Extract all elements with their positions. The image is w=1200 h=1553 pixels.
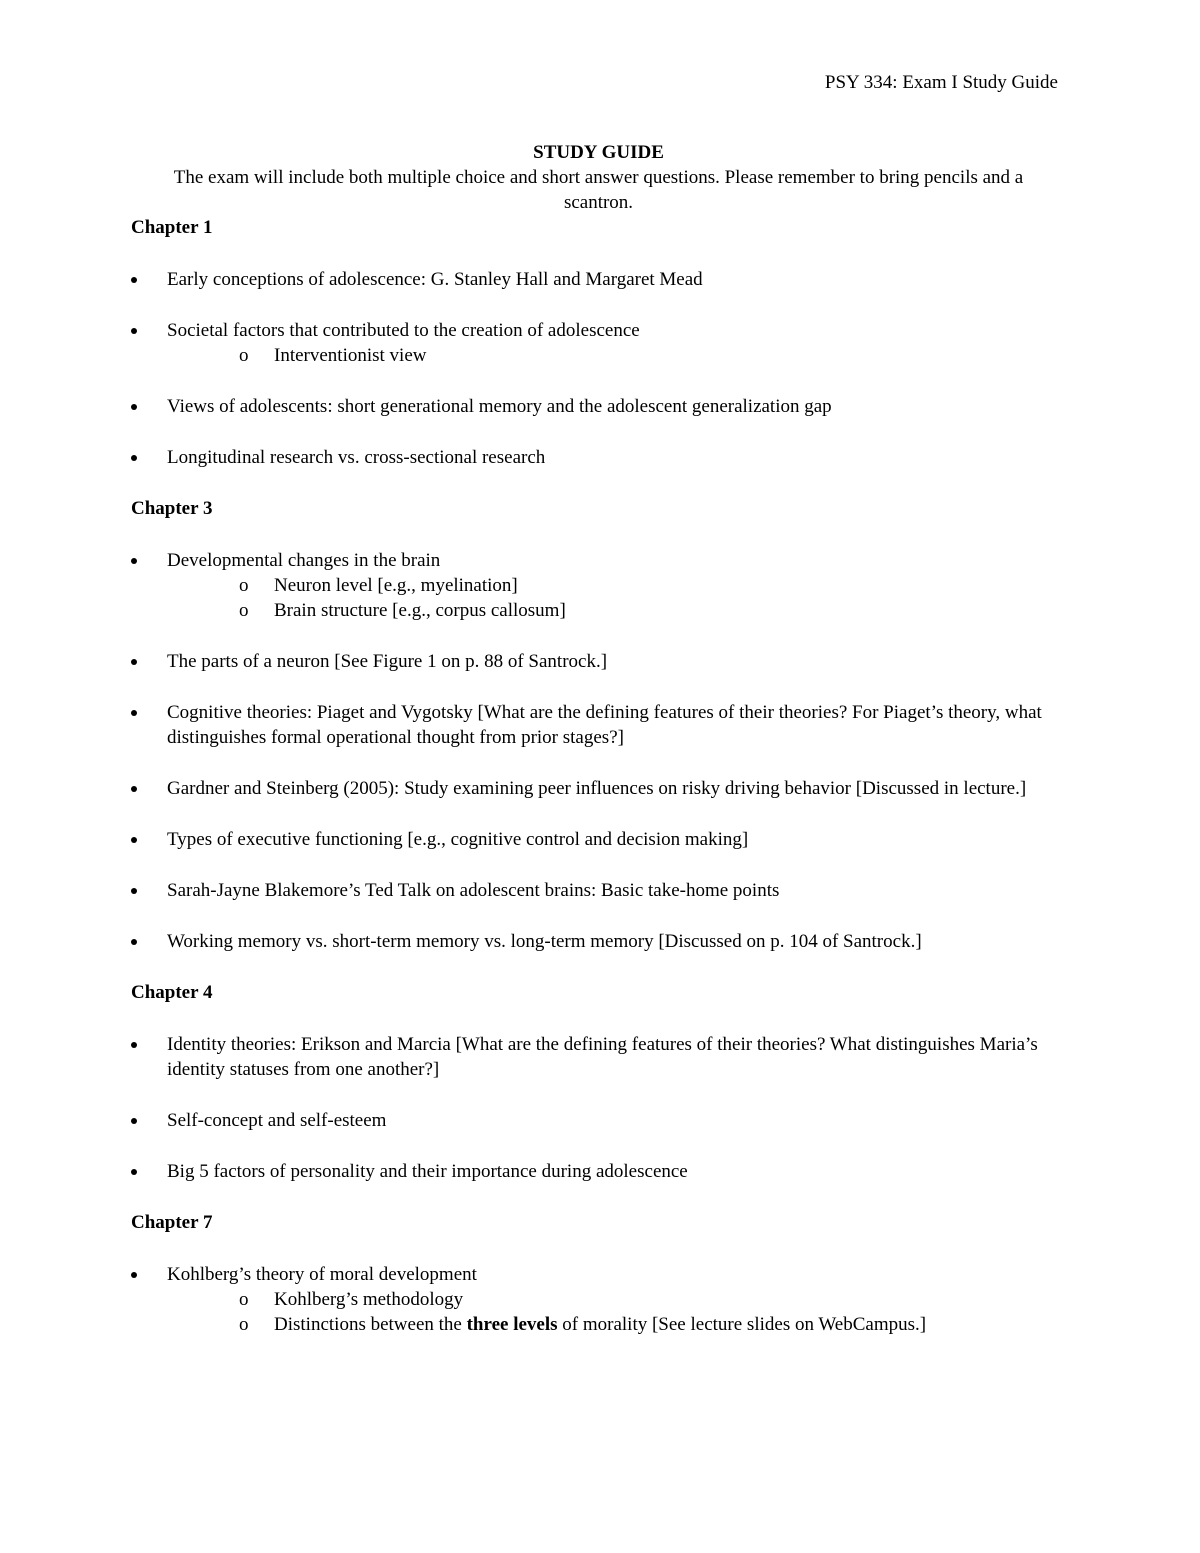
bullet-icon xyxy=(131,1272,137,1278)
list-item-text: Societal factors that contributed to the creation of adolescence xyxy=(167,320,640,341)
bullet-icon xyxy=(131,710,137,716)
list-item-text: Types of executive functioning [e.g., cognitive control and decision making] xyxy=(167,829,749,850)
bullet-icon xyxy=(131,1118,137,1124)
chapter-section xyxy=(131,1210,1066,1337)
list-item-text: The parts of a neuron [See Figure 1 on p. 88 of Santrock.] xyxy=(167,651,608,672)
hollow-bullet-icon: o xyxy=(239,345,249,366)
list-item-text: Identity theories: Erikson and Marcia [What are the defining features of their theories? What distinguishes Maria’s identity statuses from one another?] xyxy=(167,1034,1038,1080)
list-item-text: Working memory vs. short-term memory vs. long-term memory [Discussed on p. 104 of Santrock.] xyxy=(167,931,922,952)
hollow-bullet-icon: o xyxy=(239,1289,249,1310)
list-item-text: Self-concept and self-esteem xyxy=(167,1110,387,1131)
sub-list-item xyxy=(167,1312,1066,1337)
hollow-bullet-icon: o xyxy=(239,1314,249,1335)
list-item xyxy=(131,318,1066,368)
bullet-icon xyxy=(131,455,137,461)
bullet-icon xyxy=(131,558,137,564)
chapter-title: Chapter 3 xyxy=(131,498,213,519)
chapter-section xyxy=(131,215,1066,470)
chapter-title: Chapter 1 xyxy=(131,217,213,238)
list-item xyxy=(131,548,1066,623)
list-item xyxy=(131,445,1066,470)
sub-list-item-text: Neuron level [e.g., myelination] xyxy=(274,575,518,596)
bullet-icon xyxy=(131,939,137,945)
topic-list xyxy=(131,548,1066,954)
sub-list-item xyxy=(167,598,1066,623)
chapter-title: Chapter 7 xyxy=(131,1212,213,1233)
sub-topic-list xyxy=(167,573,1066,623)
chapter-title: Chapter 4 xyxy=(131,982,213,1003)
topic-list xyxy=(131,1262,1066,1337)
list-item-text: Kohlberg’s theory of moral development xyxy=(167,1264,477,1285)
chapters-container xyxy=(131,215,1066,1337)
chapter-section xyxy=(131,980,1066,1184)
list-item xyxy=(131,1262,1066,1337)
list-item-text: Developmental changes in the brain xyxy=(167,550,441,571)
list-item-text: Longitudinal research vs. cross-sectional research xyxy=(167,447,546,468)
document-title: STUDY GUIDE xyxy=(533,142,664,163)
sub-topic-list xyxy=(167,1287,1066,1337)
bullet-icon xyxy=(131,277,137,283)
sub-topic-list xyxy=(167,343,1066,368)
document-content xyxy=(131,140,1066,1363)
topic-list xyxy=(131,267,1066,470)
hollow-bullet-icon: o xyxy=(239,600,249,621)
bullet-icon xyxy=(131,837,137,843)
list-item-text: Views of adolescents: short generational memory and the adolescent generalization gap xyxy=(167,396,832,417)
running-header: PSY 334: Exam I Study Guide xyxy=(824,72,1058,93)
list-item xyxy=(131,1108,1066,1133)
list-item-text: Sarah-Jayne Blakemore’s Ted Talk on adolescent brains: Basic take-home points xyxy=(167,880,780,901)
chapter-section xyxy=(131,496,1066,954)
bullet-icon xyxy=(131,1042,137,1048)
bullet-icon xyxy=(131,888,137,894)
list-item xyxy=(131,1159,1066,1184)
document-intro: The exam will include both multiple choice and short answer questions. Please remember to bring pencils and a scantron. xyxy=(173,167,1024,213)
bullet-icon xyxy=(131,659,137,665)
list-item xyxy=(131,267,1066,292)
list-item xyxy=(131,878,1066,903)
bullet-icon xyxy=(131,328,137,334)
list-item xyxy=(131,1032,1066,1082)
bullet-icon xyxy=(131,786,137,792)
bullet-icon xyxy=(131,404,137,410)
list-item-text: Gardner and Steinberg (2005): Study examining peer influences on risky driving behavior [Discussed in lecture.] xyxy=(167,778,1027,799)
list-item xyxy=(131,929,1066,954)
sub-list-item xyxy=(167,1287,1066,1312)
list-item xyxy=(131,827,1066,852)
sub-list-item-text: Distinctions between the three levels of morality [See lecture slides on WebCampus.] xyxy=(274,1314,927,1335)
list-item-text: Early conceptions of adolescence: G. Stanley Hall and Margaret Mead xyxy=(167,269,703,290)
bullet-icon xyxy=(131,1169,137,1175)
hollow-bullet-icon: o xyxy=(239,575,249,596)
sub-list-item xyxy=(167,343,1066,368)
sub-list-item xyxy=(167,573,1066,598)
sub-list-item-text: Kohlberg’s methodology xyxy=(274,1289,464,1310)
list-item xyxy=(131,700,1066,750)
topic-list xyxy=(131,1032,1066,1184)
list-item-text: Cognitive theories: Piaget and Vygotsky [What are the defining features of their theories? For Piaget’s theory, what distinguishes formal operational thought from prior stages?] xyxy=(167,702,1042,748)
list-item xyxy=(131,649,1066,674)
sub-list-item-text: Interventionist view xyxy=(274,345,427,366)
list-item xyxy=(131,394,1066,419)
list-item-text: Big 5 factors of personality and their importance during adolescence xyxy=(167,1161,688,1182)
sub-list-item-text: Brain structure [e.g., corpus callosum] xyxy=(274,600,566,621)
list-item xyxy=(131,776,1066,801)
